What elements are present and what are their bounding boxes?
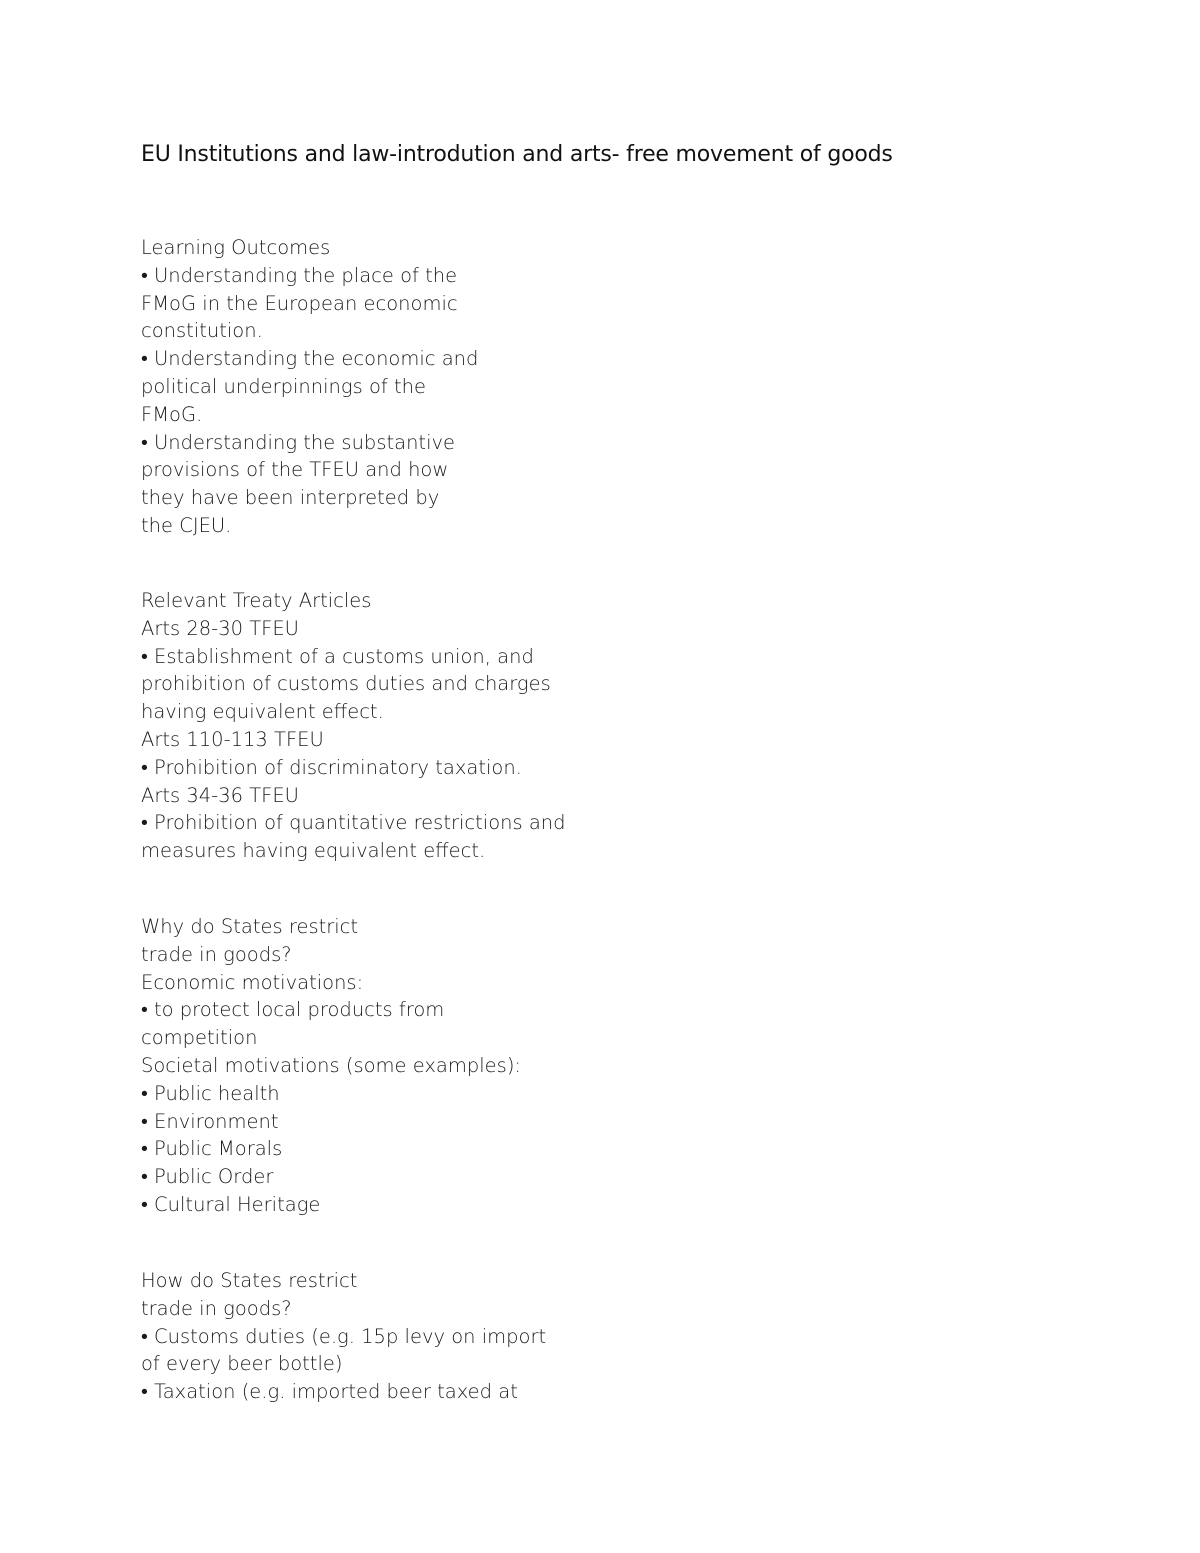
text-line: having equivalent effect. xyxy=(141,700,384,724)
section-learning-outcomes xyxy=(141,234,478,540)
section-how-restrict xyxy=(141,1267,546,1406)
text-line: Arts 34-36 TFEU xyxy=(141,783,299,807)
section-heading: Why do States restrict xyxy=(141,915,359,938)
text-line: constitution. xyxy=(141,319,263,343)
text-line: trade in goods? xyxy=(141,942,292,966)
text-line: FMoG in the European economic xyxy=(141,291,458,315)
text-line: • Establishment of a customs union, and xyxy=(141,644,534,668)
text-line: measures having equivalent effect. xyxy=(141,839,486,863)
text-line: Arts 28-30 TFEU xyxy=(141,616,299,640)
text-line: Arts 110-113 TFEU xyxy=(141,727,324,751)
text-line: • Cultural Heritage xyxy=(141,1192,321,1216)
text-line: provisions of the TFEU and how xyxy=(141,458,449,482)
text-line: political underpinnings of the xyxy=(141,374,426,398)
document-title: EU Institutions and law-introdution and arts- free movement of goods xyxy=(141,142,893,167)
text-line: Societal motivations (some examples): xyxy=(141,1053,522,1077)
text-line: trade in goods? xyxy=(141,1296,292,1320)
text-line: competition xyxy=(141,1026,258,1050)
section-heading: Relevant Treaty Articles xyxy=(141,589,372,612)
text-line: • Customs duties (e.g. 15p levy on import xyxy=(141,1324,547,1348)
text-line: prohibition of customs duties and charges xyxy=(141,672,551,696)
text-line: • Public Morals xyxy=(141,1137,283,1161)
section-treaty-articles xyxy=(141,587,566,865)
text-line: of every beer bottle) xyxy=(141,1352,343,1376)
text-line: they have been interpreted by xyxy=(141,486,440,510)
text-line: the CJEU. xyxy=(141,513,232,537)
text-line: FMoG. xyxy=(141,402,203,426)
text-line: • Prohibition of discriminatory taxation. xyxy=(141,755,522,779)
text-line: • Public health xyxy=(141,1081,280,1105)
section-heading: How do States restrict xyxy=(141,1269,358,1292)
text-line: • to protect local products from xyxy=(141,998,445,1022)
text-line: • Understanding the substantive xyxy=(141,430,456,454)
text-line: • Taxation (e.g. imported beer taxed at xyxy=(141,1380,518,1404)
text-line: • Prohibition of quantitative restrictions and xyxy=(141,811,566,835)
section-why-restrict xyxy=(141,913,521,1219)
text-line: Economic motivations: xyxy=(141,970,364,994)
section-heading: Learning Outcomes xyxy=(141,236,331,259)
text-line: • Environment xyxy=(141,1109,279,1133)
text-line: • Public Order xyxy=(141,1165,274,1189)
text-line: • Understanding the place of the xyxy=(141,263,458,287)
text-line: • Understanding the economic and xyxy=(141,347,479,371)
